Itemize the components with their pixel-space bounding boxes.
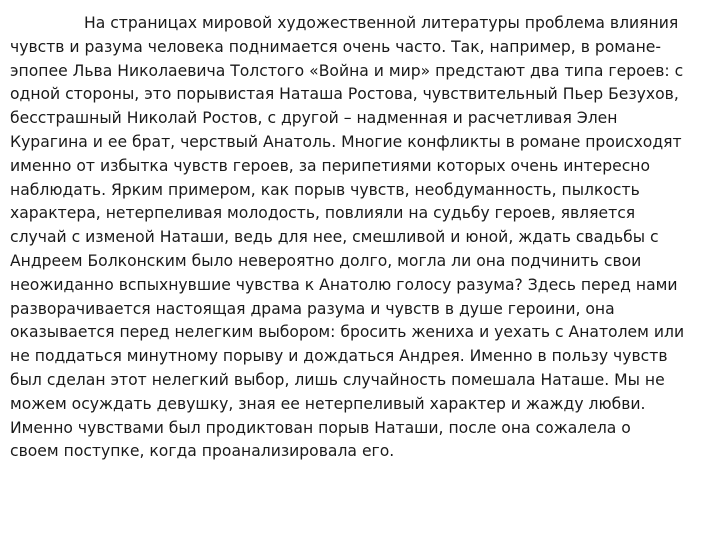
text-line: оказывается перед нелегким выбором: бросить жениха и уехать с Анатолем или bbox=[10, 323, 685, 342]
text-line: Андреем Болконским было невероятно долго, могла ли она подчинить свои bbox=[10, 251, 642, 270]
text-line: разворачивается настоящая драма разума и чувств в душе героини, она bbox=[10, 299, 615, 318]
text-line: своем поступке, когда проанализировала его. bbox=[10, 442, 395, 461]
text-line: неожиданно вспыхнувшие чувства к Анатолю голосу разума? Здесь перед нами bbox=[10, 275, 678, 294]
text-line: можем осуждать девушку, зная ее нетерпеливый характер и жажду любви. bbox=[10, 394, 646, 413]
text-line: характера, нетерпеливая молодость, повлияли на судьбу героев, является bbox=[10, 204, 636, 223]
text-line: одной стороны, это порывистая Наташа Ростова, чувствительный Пьер Безухов, bbox=[10, 85, 679, 104]
text-line: наблюдать. Ярким примером, как порыв чувств, необдуманность, пылкость bbox=[10, 180, 640, 199]
text-line: именно от избытка чувств героев, за перипетиями которых очень интересно bbox=[10, 156, 651, 175]
text-line: был сделан этот нелегкий выбор, лишь случайность помешала Наташе. Мы не bbox=[10, 370, 665, 389]
text-line: эпопее Льва Николаевича Толстого «Война и мир» предстают два типа героев: с bbox=[10, 61, 684, 80]
text-line: На страницах мировой художественной литературы проблема влияния bbox=[84, 14, 679, 32]
text-line: Именно чувствами был продиктован порыв Наташи, после она сожалела о bbox=[10, 418, 631, 437]
text-line: не поддаться минутному порыву и дождаться Андрея. Именно в пользу чувств bbox=[10, 347, 668, 366]
text-line: бесстрашный Николай Ростов, с другой – надменная и расчетливая Элен bbox=[10, 109, 618, 128]
essay-paragraph bbox=[10, 12, 702, 464]
text-line: Курагина и ее брат, черствый Анатоль. Многие конфликты в романе происходят bbox=[10, 132, 682, 151]
text-line: чувств и разума человека поднимается очень часто. Так, например, в романе- bbox=[10, 37, 662, 56]
text-line: случай с изменой Наташи, ведь для нее, смешливой и юной, ждать свадьбы с bbox=[10, 228, 659, 247]
